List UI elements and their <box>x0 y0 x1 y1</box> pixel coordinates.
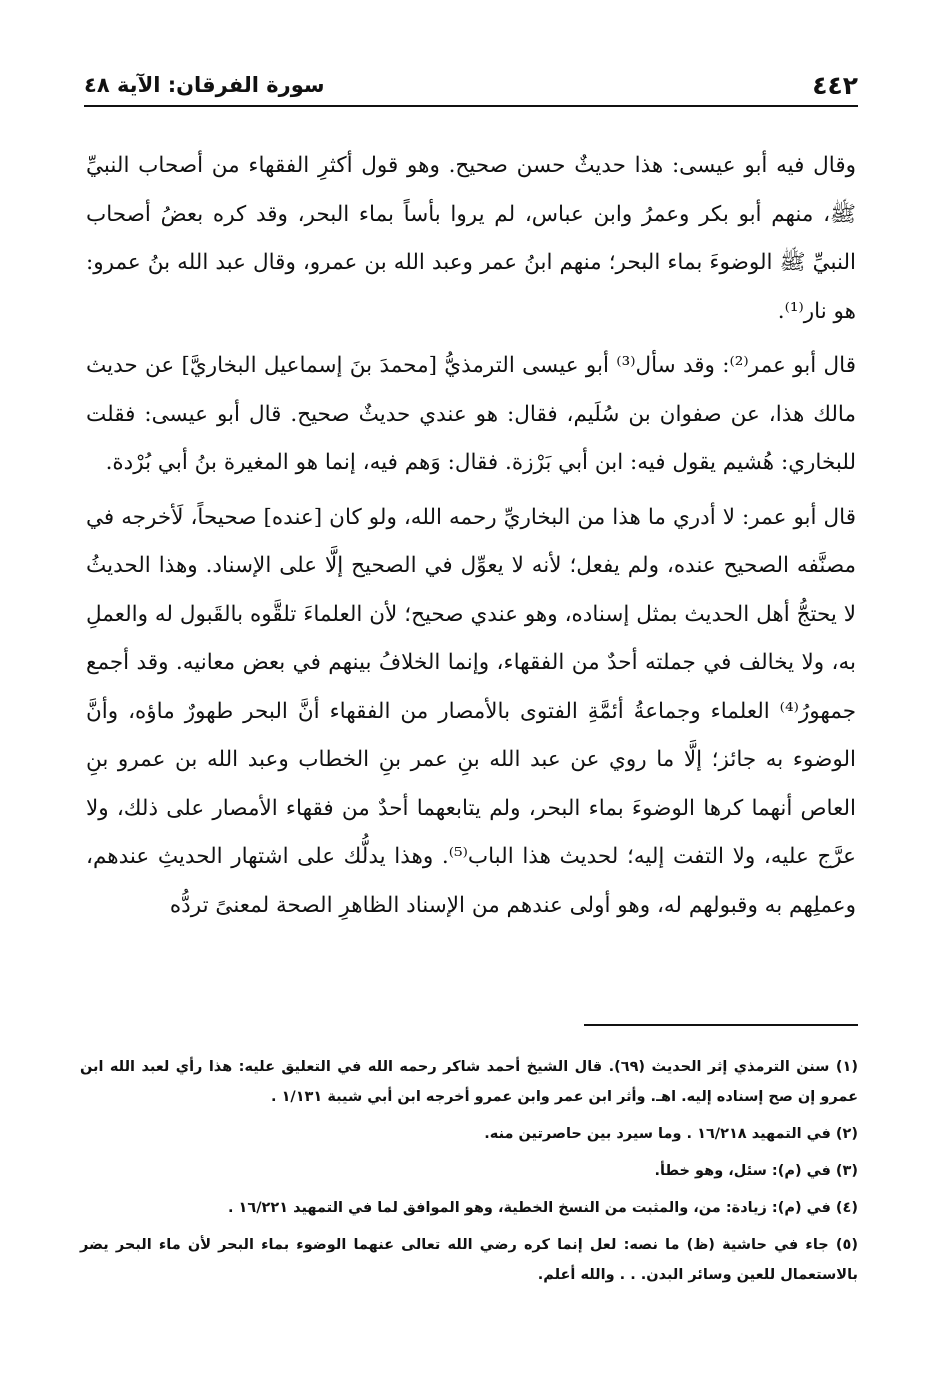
main-text <box>86 142 856 936</box>
paragraph-2: قال أبو عمر⁽²⁾: وقد سأل⁽³⁾ أبو عيسى الترمذيُّ [محمدَ بنَ إسماعيل البخاريَّ] عن حديث مالك هذا، عن صفوان بن سُلَيم، فقال: هو عندي حديثٌ صحيح. قال أبو عيسى: فقلت للبخاري: هُشيم يقول فيه: ابن أبي بَرْزة. فقال: وَهم فيه، إنما هو المغيرة بنُ أبي بُرْدة. <box>86 353 856 475</box>
footnote-separator <box>584 1024 858 1026</box>
paragraph-1: وقال فيه أبو عيسى: هذا حديثٌ حسن صحيح. وهو قول أكثرِ الفقهاء من أصحاب النبيِّ ﷺ، منهم أبو بكر وعمرُ وابن عباس، لم يروا بأساً بماء البحر، وقد كره بعضُ أصحاب النبيِّ ﷺ الوضوءَ بماء البحر؛ منهم ابنُ عمر وعبد الله بن عمرو، وقال عبد الله بنُ عمرو: هو نار⁽¹⁾. <box>86 153 856 324</box>
footnote-5: (٥) جاء في حاشية (ظ) ما نصه: لعل إنما كره رضي الله تعالى عنهما الوضوء بماء البحر لأن ماء البحر يضر بالاستعمال للعين وسائر البدن. . . والله أعلم. <box>80 1237 858 1283</box>
footnote-1: (١) سنن الترمذي إثر الحديث (٦٩). قال الشيخ أحمد شاكر رحمه الله في التعليق عليه: هذا رأي لعبد الله ابن عمرو إن صح إسناده إليه. اهـ. وأثر ابن عمر وابن عمرو أخرجه ابن أبي شيبة ١/١٣١ . <box>80 1059 858 1105</box>
footnote-2: (٢) في التمهيد ١٦/٢١٨ . وما سيرد بين حاصرتين منه. <box>484 1126 858 1142</box>
running-title: سورة الفرقان: الآية ٤٨ <box>84 73 325 97</box>
page-number: ٤٤٢ <box>812 70 858 100</box>
footnote-3: (٣) في (م): سئل، وهو خطأ. <box>654 1163 858 1179</box>
page-header <box>84 68 858 102</box>
footnotes <box>80 1052 858 1297</box>
header-rule <box>84 105 858 107</box>
footnote-4: (٤) في (م): زيادة: من، والمثبت من النسخ الخطية، وهو الموافق لما في التمهيد ١٦/٢٢١ . <box>227 1200 858 1216</box>
paragraph-3: قال أبو عمر: لا أدري ما هذا من البخاريِّ رحمه الله، ولو كان [عنده] صحيحاً، لَأخرجه في مصنَّفه الصحيح عنده، ولم يفعل؛ لأنه لا يعوِّل في الصحيح إلَّا على الإسناد. وهذا الحديثُ لا يحتجُّ أهل الحديث بمثل إسناده، وهو عندي صحيح؛ لأن العلماءَ تلقَّوه بالقَبول له والعملِ به، ولا يخالف في جملته أحدٌ من الفقهاء، وإنما الخلافُ بينهم في بعض معانيه. وقد أجمع جمهورُ⁽⁴⁾ العلماء وجماعةُ أئمَّةِ الفتوى بالأمصار من الفقهاء أنَّ البحر طهورٌ ماؤه، وأنَّ الوضوء به جائز؛ إلَّا ما روي عن عبد الله بنِ عمر بنِ الخطاب وعبد الله بن عمرو بنِ العاص أنهما كرها الوضوءَ بماء البحر، ولم يتابعهما أحدٌ من فقهاء الأمصار على ذلك، ولا عرَّج عليه، ولا التفت إليه؛ لحديث هذا الباب⁽⁵⁾. وهذا يدلُّك على اشتهار الحديثِ عندهم، وعملِهم به وقبولهم له، وهو أولى عندهم من الإسناد الظاهرِ الصحة لمعنىً تردُّه <box>86 504 856 918</box>
